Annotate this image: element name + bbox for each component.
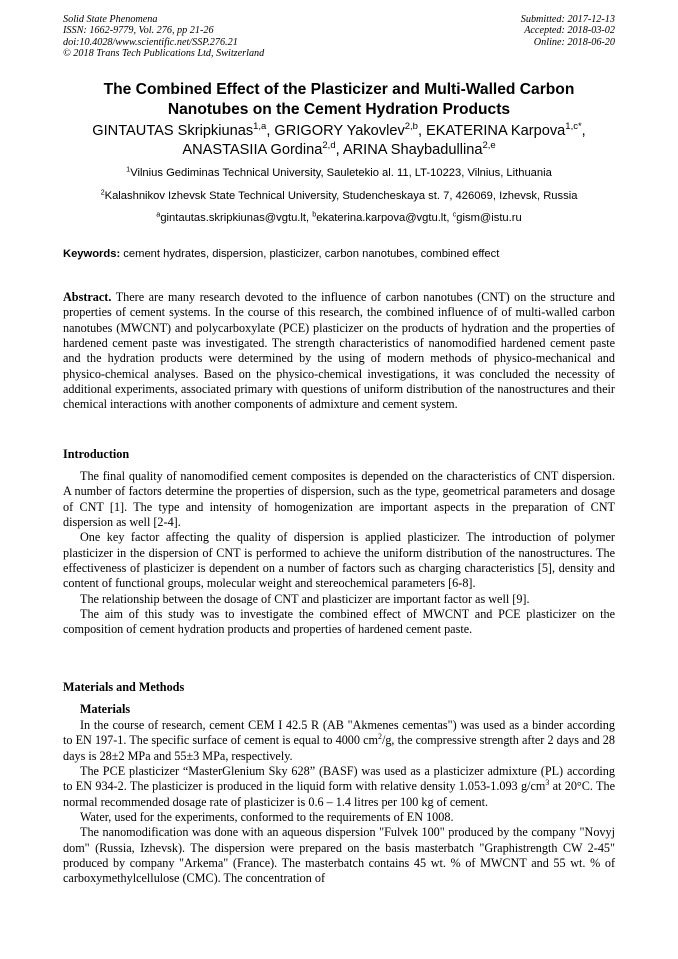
author-affiliation-mark: 2,e	[482, 140, 496, 152]
paragraph: Water, used for the experiments, conformed to the requirements of EN 1008.	[80, 810, 454, 825]
affiliation-mark: 2	[100, 187, 105, 197]
author-emails	[20, 211, 658, 225]
author-name: ARINA Shaybadullina	[342, 142, 483, 158]
materials-body	[63, 718, 615, 887]
paragraph: The aim of this study was to investigate the combined effect of MWCNT and PCE plasticizer on the composition of cement hydration products and properties of hardened cement paste.	[63, 607, 615, 637]
affiliation-text: Kalashnikov Izhevsk State Technical University, Studencheskaya st. 7, 426069, Izhevsk, Russia	[104, 190, 578, 202]
dates-header	[521, 14, 615, 48]
accepted-date: Accepted: 2018-03-02	[524, 25, 615, 37]
paragraph-text: The PCE plasticizer “MasterGlenium Sky 628” (BASF) was used as a plasticizer admixture (PL) according to EN 934-2. The plasticizer is produced in the liquid form with relative density 1.053-1.093 g/cm	[63, 764, 615, 794]
keywords-label: Keywords:	[63, 248, 121, 260]
abstract	[63, 290, 615, 413]
author-separator: ,	[581, 123, 586, 139]
author-list	[30, 122, 648, 160]
journal-doi: doi:10.4028/www.scientific.net/SSP.276.21	[63, 36, 238, 48]
online-date: Online: 2018-06-20	[533, 36, 615, 48]
keywords	[63, 247, 615, 261]
author-affiliation-mark: 1,c*	[565, 121, 582, 133]
journal-header	[63, 14, 264, 60]
paragraph-text: at 20°C. The normal recommended dosage rate of plasticizer is 0.6 – 1.4 litres per 100 kg of cement.	[63, 779, 616, 809]
author-affiliation-mark: 2,b	[404, 121, 418, 133]
email-address: ekaterina.karpova@vgtu.lt,	[316, 212, 453, 224]
title-line-1: The Combined Effect of the Plasticizer and Multi-Walled Carbon	[103, 81, 575, 98]
paragraph-text: In the course of research, cement CEM I 42.5 R (AB "Akmenes cementas") was used as a binder according to EN 197-1. The specific surface of cement is equal to 4000 cm	[63, 718, 615, 748]
email-mark: a	[156, 209, 161, 219]
materials-subheading: Materials	[80, 702, 131, 716]
journal-copyright: © 2018 Trans Tech Publications Ltd, Switzerland	[63, 48, 265, 60]
journal-issn: ISSN: 1662-9779, Vol. 276, pp 21-26	[63, 25, 214, 37]
email-address: gism@istu.ru	[456, 212, 522, 224]
introduction-body	[63, 469, 615, 638]
abstract-text: There are many research devoted to the influence of carbon nanotubes (CNT) on the structure and properties of cement systems. In the course of this research, the combined influence of of multi-walled carbon nanotubes (MWCNT) and polycarboxylate (PCE) plasticizer on the products of hydration and the properties of hardened cement paste was investigated. The strength characteristics of nanomodified hardened cement paste and the hydration products were determined by the using of modern methods of physico-mechanical and physico-chemical analyses. Based on the physico-chemical investigations, it was concluded the necessity of additional experiments, associated primary with questions of uniform distribution of the nanostructures and their chemical interactions with another components of admixture and cement system.	[63, 290, 615, 412]
superscript: 3	[545, 778, 550, 788]
email-mark: b	[312, 209, 317, 219]
title-line-2: Nanotubes on the Cement Hydration Products	[167, 100, 511, 118]
paragraph	[63, 718, 615, 764]
email-mark: c	[452, 209, 457, 219]
paragraph: The relationship between the dosage of CNT and plasticizer are important factor as well [9].	[80, 591, 530, 606]
author-name: ANASTASIIA Gordina	[182, 142, 323, 158]
abstract-label: Abstract.	[63, 290, 112, 304]
author-name: GINTAUTAS Skripkiunas	[92, 123, 254, 139]
affiliation-mark: 1	[126, 164, 131, 174]
affiliation-text: Vilnius Gediminas Technical University, Sauletekio al. 11, LT-10223, Vilnius, Lithuania	[130, 167, 552, 179]
paragraph: The nanomodification was done with an aqueous dispersion "Fulvek 100" produced by the company "Novyj dom" (Russia, Izhevsk). The dispersion were prepared on the basis masterbatch "Graphistrength CW 2-45" produced by company "Arkema" (France). The masterbatch contains 45 wt. % of MWCNT and 55 wt. % of carboxymethylcellulose (CMC). The concentration of	[63, 825, 615, 886]
author-affiliation-mark: 2,d	[322, 140, 336, 152]
superscript: 2	[377, 732, 382, 742]
author-name: GRIGORY Yakovlev	[274, 123, 405, 139]
journal-name: Solid State Phenomena	[63, 14, 158, 25]
author-affiliation-mark: 1,a	[253, 121, 267, 133]
paper-title	[40, 80, 638, 119]
affiliation-2	[20, 189, 658, 203]
paragraph-text: /g, the compressive strength after 2 days and 28 days is 28±2 MPa and 55±3 MPa, respectively.	[63, 733, 615, 763]
email-address: gintautas.skripkiunas@vgtu.lt,	[160, 212, 313, 224]
submitted-date: Submitted: 2017-12-13	[520, 14, 615, 25]
paragraph: One key factor affecting the quality of dispersion is applied plasticizer. The introduction of polymer plasticizer in the dispersion of CNT is performed to achieve the uniform distribution of the nanostructures. The effectiveness of plasticizer is dependent on a number of factors such as charging characteristics [5], density and content of functional groups, molecular weight and stereochemical parameters [6-8].	[63, 530, 615, 591]
paragraph: The final quality of nanomodified cement composites is depended on the characteristics of CNT dispersion. A number of factors determine the properties of dispersion, such as the type, geometrical parameters and dosage of CNT [1]. The type and intensity of homogenization are important aspects in the preparation of CNT dispersion as well [2-4].	[63, 469, 615, 530]
paragraph	[63, 764, 615, 810]
keywords-text: cement hydrates, dispersion, plasticizer, carbon nanotubes, combined effect	[120, 248, 500, 260]
introduction-heading: Introduction	[63, 447, 130, 461]
author-separator: ,	[417, 123, 427, 139]
author-name: EKATERINA Karpova	[426, 123, 566, 139]
author-separator: ,	[335, 142, 343, 158]
affiliation-1	[20, 166, 658, 180]
author-separator: ,	[266, 123, 275, 139]
materials-methods-heading: Materials and Methods	[63, 680, 185, 694]
